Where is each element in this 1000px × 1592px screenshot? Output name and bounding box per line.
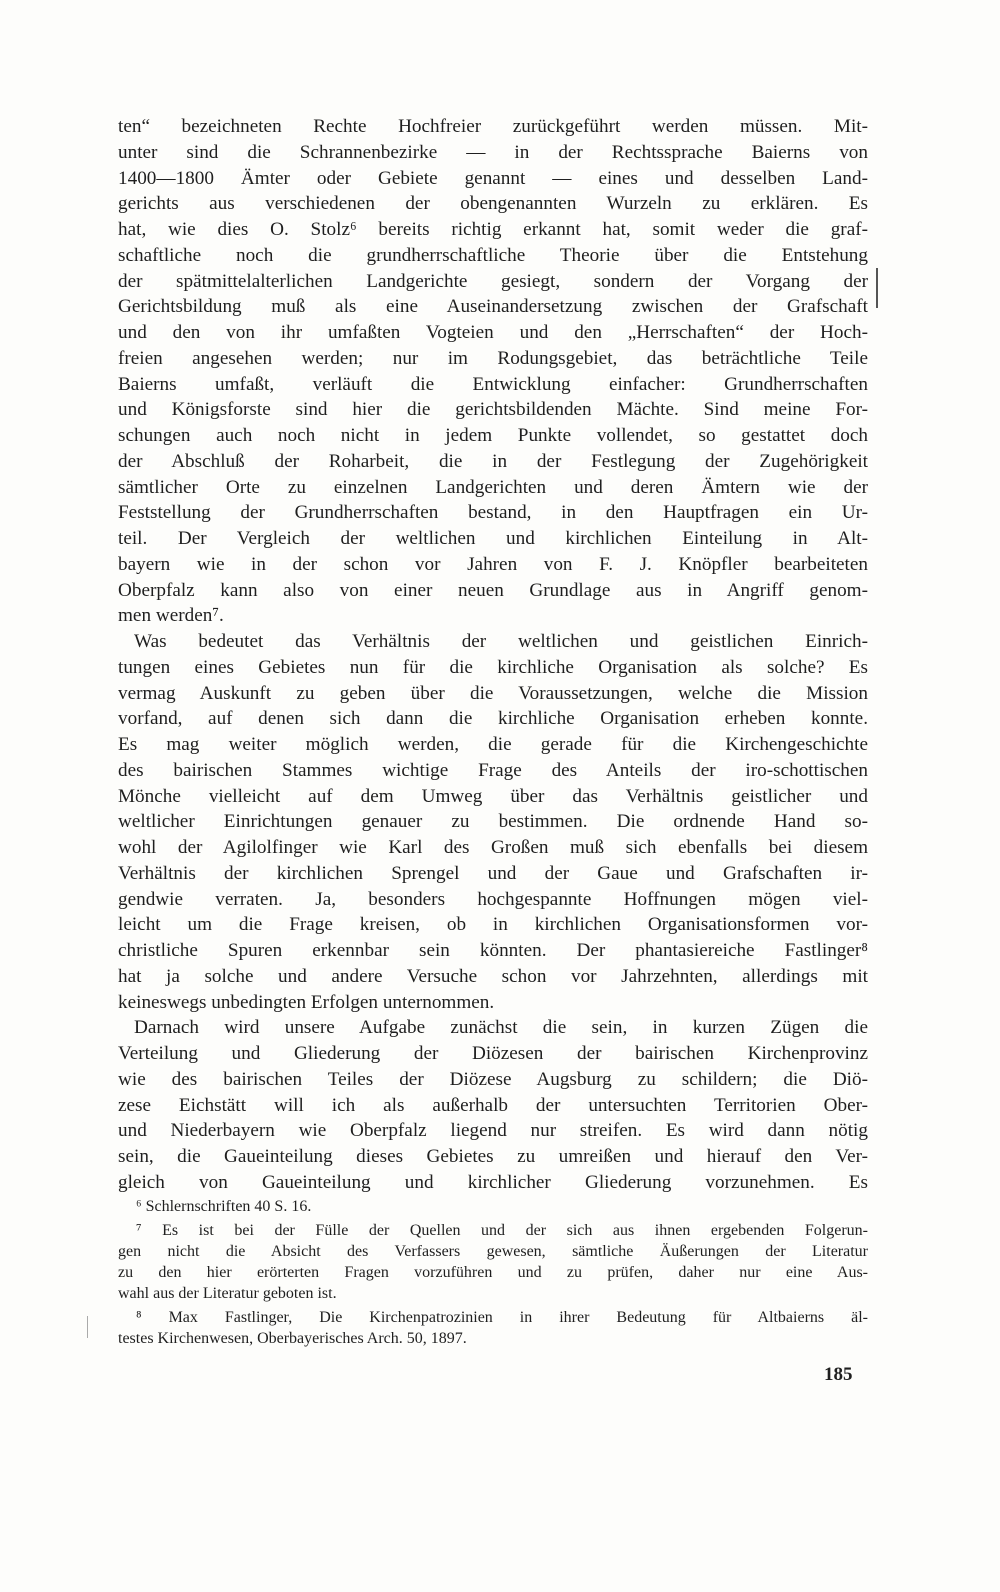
footnotes xyxy=(118,1196,868,1349)
text-line: Verhältnis der kirchlichen Sprengel und der Gaue und Grafschaften ir- xyxy=(118,862,868,884)
footnote-line: ⁶ Schlernschriften 40 S. 16. xyxy=(136,1198,312,1215)
footnote-line: ⁷ Es ist bei der Fülle der Quellen und der sich aus ihnen ergebenden Folgerun- xyxy=(136,1222,868,1239)
text-line: unter sind die Schrannenbezirke — in der Rechtssprache Baierns von xyxy=(118,141,868,163)
text-line: des bairischen Stammes wichtige Frage des Anteils der iro-schottischen xyxy=(118,759,868,781)
text-line: sein, die Gaueinteilung dieses Gebietes zu umreißen und hierauf den Ver- xyxy=(118,1146,868,1167)
footnote xyxy=(118,1220,868,1304)
text-line: men werden⁷. xyxy=(118,605,224,627)
text-line: christliche Spuren erkennbar sein könnten. Der phantasiereiche Fastlinger⁸ xyxy=(118,940,868,961)
footnote-line: ⁸ Max Fastlinger, Die Kirchenpatrozinien in ihrer Bedeutung für Altbaierns äl- xyxy=(136,1309,868,1326)
text-line: tungen eines Gebietes nun für die kirchliche Organisation als solche? Es xyxy=(118,656,868,678)
text-line: ten“ bezeichneten Rechte Hochfreier zurückgeführt werden müssen. Mit- xyxy=(118,116,868,137)
text-line: hat ja solche und andere Versuche schon vor Jahrzehnten, allerdings mit xyxy=(118,965,868,987)
text-line: gendwie verraten. Ja, besonders hochgespannte Hoffnungen mögen viel- xyxy=(118,888,868,910)
text-line: und den von ihr umfaßten Vogteien und den „Herrschaften“ der Hoch- xyxy=(118,322,868,343)
text-line: zese Eichstätt will ich als außerhalb der untersuchten Territorien Ober- xyxy=(118,1094,868,1116)
text-line: bayern wie in der schon vor Jahren von F. J. Knöpfler bearbeiteten xyxy=(118,553,868,575)
margin-pencil-mark xyxy=(876,268,878,308)
text-line: Darnach wird unsere Aufgabe zunächst die sein, in kurzen Zügen die xyxy=(134,1017,868,1039)
text-line: wie des bairischen Teiles der Diözese Augsburg zu schildern; die Diö- xyxy=(118,1068,868,1090)
text-line: Was bedeutet das Verhältnis der weltlichen und geistlichen Einrich- xyxy=(134,631,868,652)
text-line: vermag Auskunft zu geben über die Voraussetzungen, welche die Mission xyxy=(118,682,868,704)
text-line: freien angesehen werden; nur im Rodungsgebiet, das beträchtliche Teile xyxy=(118,347,868,369)
text-line: schungen auch noch nicht in jedem Punkte vollendet, so gestattet doch xyxy=(118,425,868,446)
text-line: wohl der Agilolfinger wie Karl des Großen muß sich ebenfalls bei diesem xyxy=(118,837,868,858)
text-line: Gerichtsbildung muß als eine Auseinandersetzung zwischen der Grafschaft xyxy=(118,296,868,318)
text-line: schaftliche noch die grundherrschaftliche Theorie über die Entstehung xyxy=(118,244,868,266)
text-line: Oberpfalz kann also von einer neuen Grundlage aus in Angriff genom- xyxy=(118,579,868,601)
footnote-line: wahl aus der Literatur geboten ist. xyxy=(118,1285,337,1302)
text-line: hat, wie dies O. Stolz⁶ bereits richtig erkannt hat, somit weder die graf- xyxy=(118,219,868,240)
text-line: und Königsforste sind hier die gerichtsbildenden Mächte. Sind meine For- xyxy=(118,399,868,421)
margin-pencil-mark xyxy=(87,1316,88,1338)
text-line: Es mag weiter möglich werden, die gerade für die Kirchengeschichte xyxy=(118,734,868,755)
footnote xyxy=(118,1196,868,1217)
text-line: gleich von Gaueinteilung und kirchlicher Gliederung vorzunehmen. Es xyxy=(118,1171,868,1193)
text-line: gerichts aus verschiedenen der obengenannten Wurzeln zu erklären. Es xyxy=(118,193,868,215)
text-line: der Abschluß der Roharbeit, die in der Festlegung der Zugehörigkeit xyxy=(118,450,868,472)
body-text xyxy=(118,114,868,1196)
text-line: leicht um die Frage kreisen, ob in kirchlichen Organisationsformen vor- xyxy=(118,914,868,936)
text-line: Verteilung und Gliederung der Diözesen der bairischen Kirchenprovinz xyxy=(118,1043,868,1064)
text-line: teil. Der Vergleich der weltlichen und kirchlichen Einteilung in Alt- xyxy=(118,528,868,549)
text-line: und Niederbayern wie Oberpfalz liegend nur streifen. Es wird dann nötig xyxy=(118,1120,868,1142)
text-line: Mönche vielleicht auf dem Umweg über das Verhältnis geistlicher und xyxy=(118,785,868,807)
footnote xyxy=(118,1307,868,1349)
text-line: vorfand, auf denen sich dann die kirchliche Organisation erheben konnte. xyxy=(118,708,868,730)
page-number: 185 xyxy=(824,1364,853,1385)
footnote-line: testes Kirchenwesen, Oberbayerisches Arch. 50, 1897. xyxy=(118,1330,467,1347)
text-line: weltlicher Einrichtungen genauer zu bestimmen. Die ordnende Hand so- xyxy=(118,811,868,833)
text-line: keineswegs unbedingten Erfolgen unternommen. xyxy=(118,991,495,1013)
footnote-line: gen nicht die Absicht des Verfassers gewesen, sämtliche Äußerungen der Literatur xyxy=(118,1243,868,1260)
text-line: sämtlicher Orte zu einzelnen Landgerichten und deren Ämtern wie der xyxy=(118,476,868,498)
text-line: Feststellung der Grundherrschaften bestand, in den Hauptfragen ein Ur- xyxy=(118,502,868,524)
footnote-line: zu den hier erörterten Fragen vorzuführen und zu prüfen, daher nur eine Aus- xyxy=(118,1264,868,1281)
text-line: 1400—1800 Ämter oder Gebiete genannt — eines und desselben Land- xyxy=(118,167,868,189)
text-line: der spätmittelalterlichen Landgerichte gesiegt, sondern der Vorgang der xyxy=(118,270,868,292)
text-line: Baierns umfaßt, verläuft die Entwicklung einfacher: Grundherrschaften xyxy=(118,373,868,395)
